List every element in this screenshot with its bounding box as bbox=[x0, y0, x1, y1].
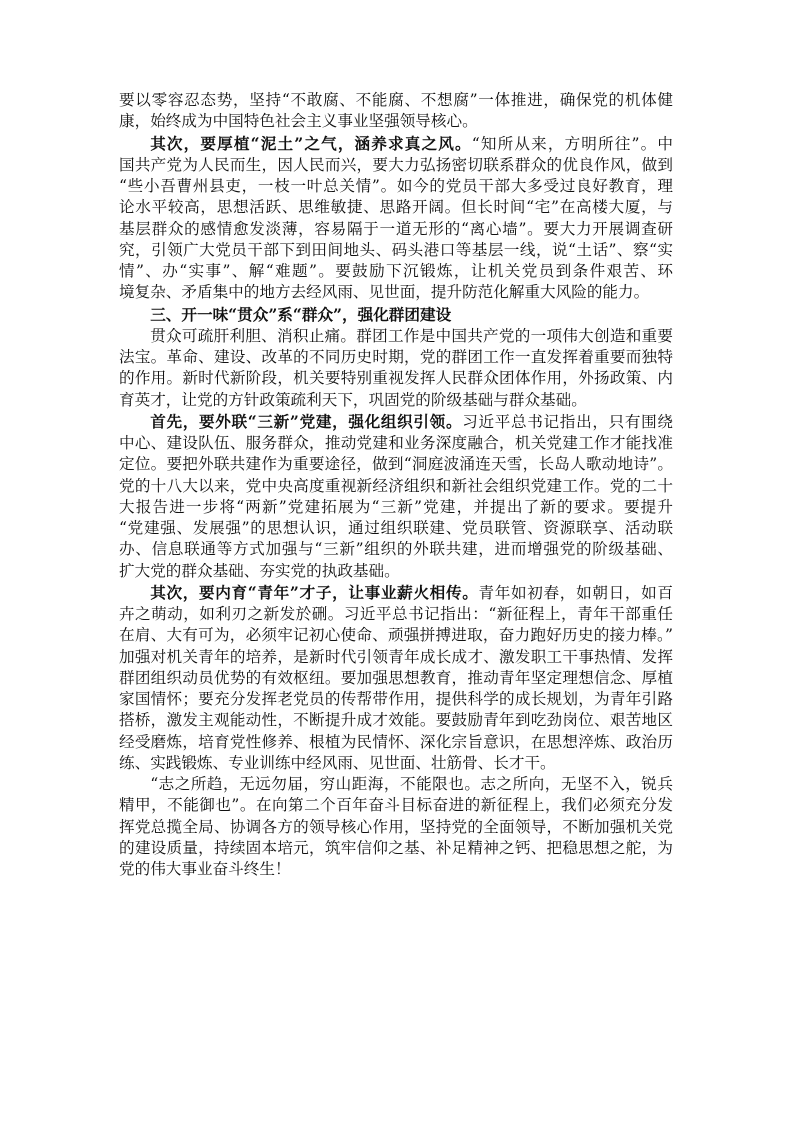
text-line: 办、信息联通等方式加强与“三新”组织的外联共建，进而增强党的阶级基础、 bbox=[119, 540, 673, 559]
text-line: 党的十八大以来，党中央高度重视新经济组织和新社会组织党建工作。党的二十 bbox=[119, 476, 673, 495]
text-line: 贯众可疏肝利胆、消积止痛。群团工作是中国共产党的一项伟大创造和重要 bbox=[150, 326, 673, 345]
text-line: 的建设质量，持续固本培元，筑牢信仰之基、补足精神之钙、把稳思想之舵，为 bbox=[119, 838, 673, 857]
text-run: 习近平总书记指出，只有围绕 bbox=[462, 412, 673, 431]
text-line: 群团组织动员优势的有效枢纽。要加强思想教育，推动青年坚定理想信念、厚植 bbox=[119, 668, 673, 687]
bold-lead-sentence: 其次，要厚植“泥土”之气，涵养求真之风。 bbox=[150, 133, 472, 153]
text-line: 练、实践锻炼、专业训练中经风雨、见世面、壮筋骨、长才干。 bbox=[119, 753, 556, 772]
text-line: 育英才，让党的方针政策疏利天下，巩固党的阶级基础与群众基础。 bbox=[119, 390, 587, 409]
text-line: 搭桥，激发主观能动性，不断提升成才效能。要鼓励青年到吃劲岗位、艰苦地区 bbox=[119, 711, 673, 730]
text-line: 在肩、大有可为，必须牢记初心使命、顽强拼搏进取，奋力跑好历史的接力棒。” bbox=[119, 626, 673, 645]
paragraph-intro-tail bbox=[119, 90, 673, 133]
section-heading-text: 三、开一味“贯众”系“群众”，强化群团建设 bbox=[150, 304, 452, 324]
text-run: “知所从来，方明所往”。中 bbox=[471, 134, 673, 153]
text-line: 论水平较高，思想活跃、思维敏捷、思路开阔。但长时间“宅”在高楼大厦，与 bbox=[119, 198, 673, 217]
paragraph-conclusion bbox=[119, 774, 673, 880]
text-line: 大报告进一步将“两新”党建拓展为“三新”党建，并提出了新的要求。要提升 bbox=[119, 497, 673, 516]
text-line: 要以零容忍态势，坚持“不敢腐、不能腐、不想腐”一体推进，确保党的机体健 bbox=[119, 91, 673, 109]
text-line: 党的伟大事业奋斗终生！ bbox=[119, 860, 291, 878]
text-line: 挥党总揽全局、协调各方的领导核心作用，坚持党的全面领导，不断加强机关党 bbox=[119, 817, 673, 836]
text-run: 青年如初春，如朝日，如百 bbox=[478, 583, 673, 602]
text-line: 家国情怀；要充分发挥老党员的传帮带作用，提供科学的成长规划，为青年引路 bbox=[119, 690, 673, 708]
text-line: 经受磨炼，培育党性修养、根植为民情怀、深化宗旨意识，在思想淬炼、政治历 bbox=[119, 732, 673, 751]
text-line: 精甲，不能御也”。在向第二个百年奋斗目标奋进的新征程上，我们必须充分发 bbox=[119, 796, 673, 815]
text-line: 中心、建设队伍、服务群众，推动党建和业务深度融合，机关党建工作才能找准 bbox=[119, 434, 673, 452]
paragraph-point-youth bbox=[119, 582, 673, 774]
paragraph-point-soil bbox=[119, 133, 673, 304]
text-line: 法宝。革命、建设、改革的不同历史时期，党的群团工作一直发挥着重要而独特 bbox=[119, 348, 673, 366]
text-line: 扩大党的群众基础、夯实党的执政基础。 bbox=[119, 561, 400, 580]
paragraph-point-three-new bbox=[119, 411, 673, 582]
text-line bbox=[119, 582, 673, 604]
paragraph-section-three-intro bbox=[119, 326, 673, 411]
text-line: 定位。要把外联共建作为重要途径，做到“洞庭波涌连天雪，长岛人歌动地诗”。 bbox=[119, 455, 673, 474]
text-line: 基层群众的感情愈发淡薄，容易隔于一道无形的“离心墙”。要大力开展调查研 bbox=[119, 219, 673, 238]
bold-lead-sentence: 首先，要外联“三新”党建，强化组织引领。 bbox=[150, 411, 463, 431]
text-line: 情”、办“实事”、解“难题”。要鼓励下沉锻炼，让机关党员到条件艰苦、环 bbox=[119, 262, 673, 280]
text-line: “志之所趋，无远勿届，穷山距海，不能限也。志之所向，无坚不入，锐兵 bbox=[150, 775, 673, 793]
text-line: 卉之萌动，如利刃之新发於硎。习近平总书记指出：“新征程上，青年干部重任 bbox=[119, 605, 673, 623]
text-line: 的作用。新时代新阶段，机关要特别重视发挥人民群众团体作用，外扬政策、内 bbox=[119, 369, 673, 388]
text-line: 加强对机关青年的培养，是新时代引领青年成长成才、激发职工干事热情、发挥 bbox=[119, 647, 673, 666]
text-line: “些小吾曹州县吏，一枝一叶总关情”。如今的党员干部大多受过良好教育，理 bbox=[119, 177, 673, 195]
section-heading bbox=[119, 304, 673, 326]
text-line: 康，始终成为中国特色社会主义事业坚强领导核心。 bbox=[119, 112, 478, 131]
text-line bbox=[119, 411, 673, 433]
text-line bbox=[119, 133, 673, 155]
text-line: 国共产党为人民而生，因人民而兴，要大力弘扬密切联系群众的优良作风，做到 bbox=[119, 155, 673, 174]
document-body bbox=[119, 90, 673, 880]
bold-lead-sentence: 其次，要内育“青年”才子，让事业薪火相传。 bbox=[150, 582, 479, 602]
text-line: “党建强、发展强”的思想认识，通过组织联建、党员联管、资源联享、活动联 bbox=[119, 519, 673, 537]
text-line: 境复杂、矛盾集中的地方去经风雨、见世面，提升防范化解重大风险的能力。 bbox=[119, 283, 650, 302]
text-line: 究，引领广大党员干部下到田间地头、码头港口等基层一线，说“土话”、察“实 bbox=[119, 240, 673, 259]
